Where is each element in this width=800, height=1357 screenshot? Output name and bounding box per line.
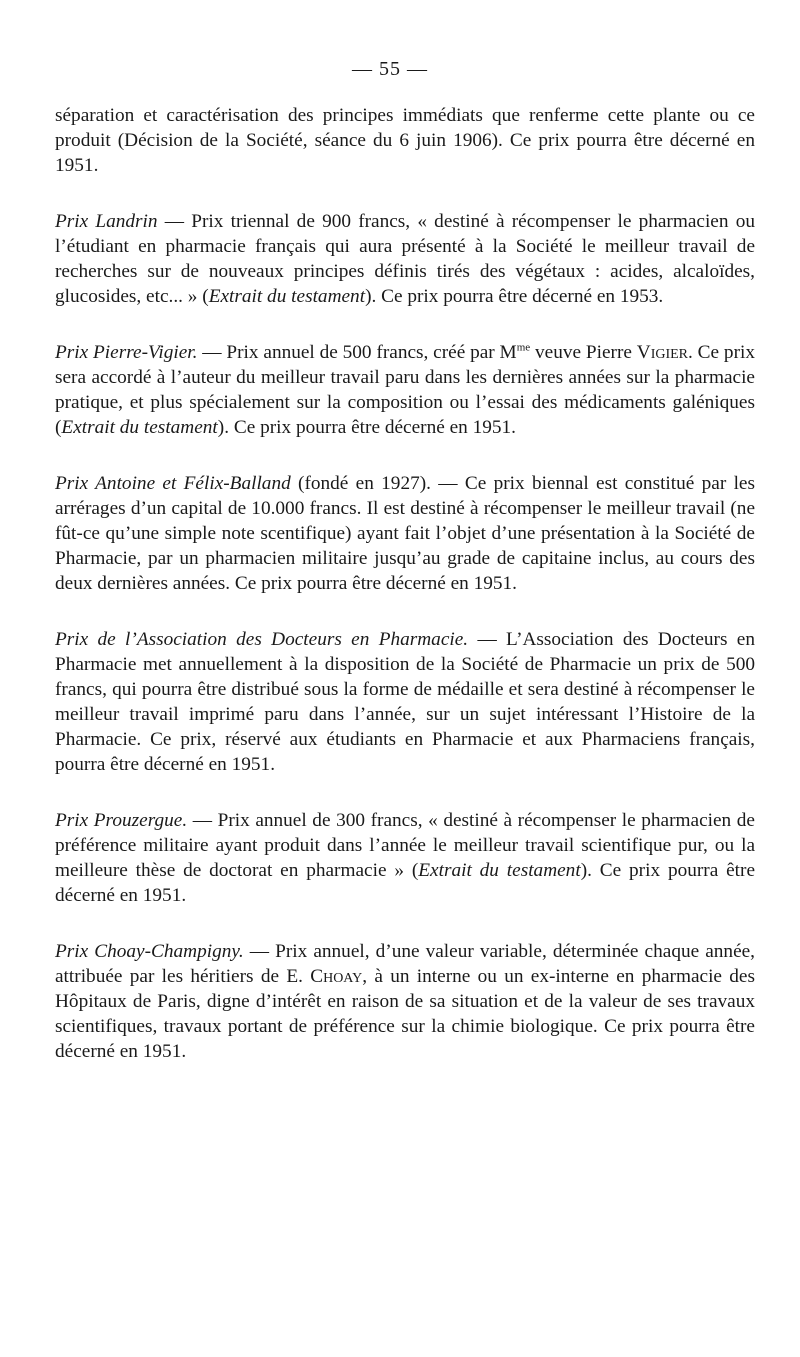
text-segment: Extrait du testament [61,417,218,438]
paragraph [55,939,755,1064]
text-segment: — Prix annuel, d’une valeur variable, déterminée chaque année, attribuée par les héritiers de E. [55,941,756,987]
text-segment: — Prix annuel de 500 francs, créé par M [197,342,517,363]
text-segment: — Prix annuel de 300 francs, « destiné à récompenser le pharmacien de préférence militaire ayant produit dans l’année le meilleur travail scientifique pur, ou la meilleure thèse de doctorat en pharmacie » ( [55,810,755,881]
text-segment: Choay [310,966,363,987]
text-segment: veuve Pierre [530,342,637,363]
text-segment: me [516,341,531,354]
text-segment: Extrait du testament [208,286,366,307]
text-segment: séparation et caractérisation des principes immédiats que renferme cette plante ou ce produit (Décision de la Société, séance du 6 juin 1906). Ce prix pourra être décerné en 1951. [55,105,755,176]
paragraph [55,340,755,440]
text-segment: ). Ce prix pourra être décerné en 1951. [55,860,755,906]
prize-title: Prix Prouzergue. [55,810,188,831]
paragraph [55,103,755,178]
text-segment: ). Ce prix pourra être décerné en 1953. [365,286,664,307]
text-segment: Extrait du testament [418,860,581,881]
prize-title: Prix Antoine et Félix-Balland [55,473,291,494]
paragraph [55,627,755,777]
paragraph [55,209,755,309]
document-page [55,58,755,1095]
document-body [55,103,755,1064]
prize-title: Prix de l’Association des Docteurs en Pharmacie. [55,629,469,650]
text-segment: , à un interne ou un ex-interne en pharmacie des Hôpitaux de Paris, digne d’intérêt en raison de sa situation et de la valeur de ses travaux scientifiques, travaux portant de préférence sur la chimie biologique. Ce prix pourra être décerné en 1951. [55,966,755,1062]
paragraph [55,471,755,596]
paragraph [55,808,755,908]
text-segment: (fondé en 1927). — Ce prix biennal est constitué par les arrérages d’un capital de 10.000 francs. Il est destiné à récompenser le meilleur travail (ne fût-ce qu’une simple note scentifique) ayant fait l’objet d’une présentation à la Société de Pharmacie, par un pharmacien militaire jusqu’au grade de capitaine inclus, au cours des deux dernières années. Ce prix pourra être décerné en 1951. [55,473,755,594]
text-segment: — L’Association des Docteurs en Pharmacie met annuellement à la disposition de la Société de Pharmacie un prix de 500 francs, qui pourra être distribué sous la forme de médaille et sera destiné à récompenser le meilleur travail imprimé paru dans l’année, sur un sujet intéressant l’Histoire de la Pharmacie. Ce prix, réservé aux étudiants en Pharmacie et aux Pharmaciens français, pourra être décerné en 1951. [55,629,756,775]
prize-title: Prix Choay-Champigny. [55,941,244,962]
text-segment: ). Ce prix pourra être décerné en 1951. [217,417,516,438]
text-segment: — Prix triennal de 900 francs, « destiné à récompenser le pharmacien ou l’étudiant en pharmacie français qui aura présenté à la Société le meilleur travail de recherches sur de nouveaux principes définis tirés des végétaux : acides, alcaloïdes, glucosides, etc... » ( [55,211,755,307]
page-number: — 55 — [352,58,428,80]
prize-title: Prix Landrin [55,211,158,232]
text-segment: . Ce prix sera accordé à l’auteur du meilleur travail paru dans les dernières années sur la pharmacie pratique, et plus spécialement sur la composition ou l’essai des médicaments galéniques ( [55,342,755,438]
text-segment: Vigier [636,342,689,363]
prize-title: Prix Pierre-Vigier. [55,342,198,363]
